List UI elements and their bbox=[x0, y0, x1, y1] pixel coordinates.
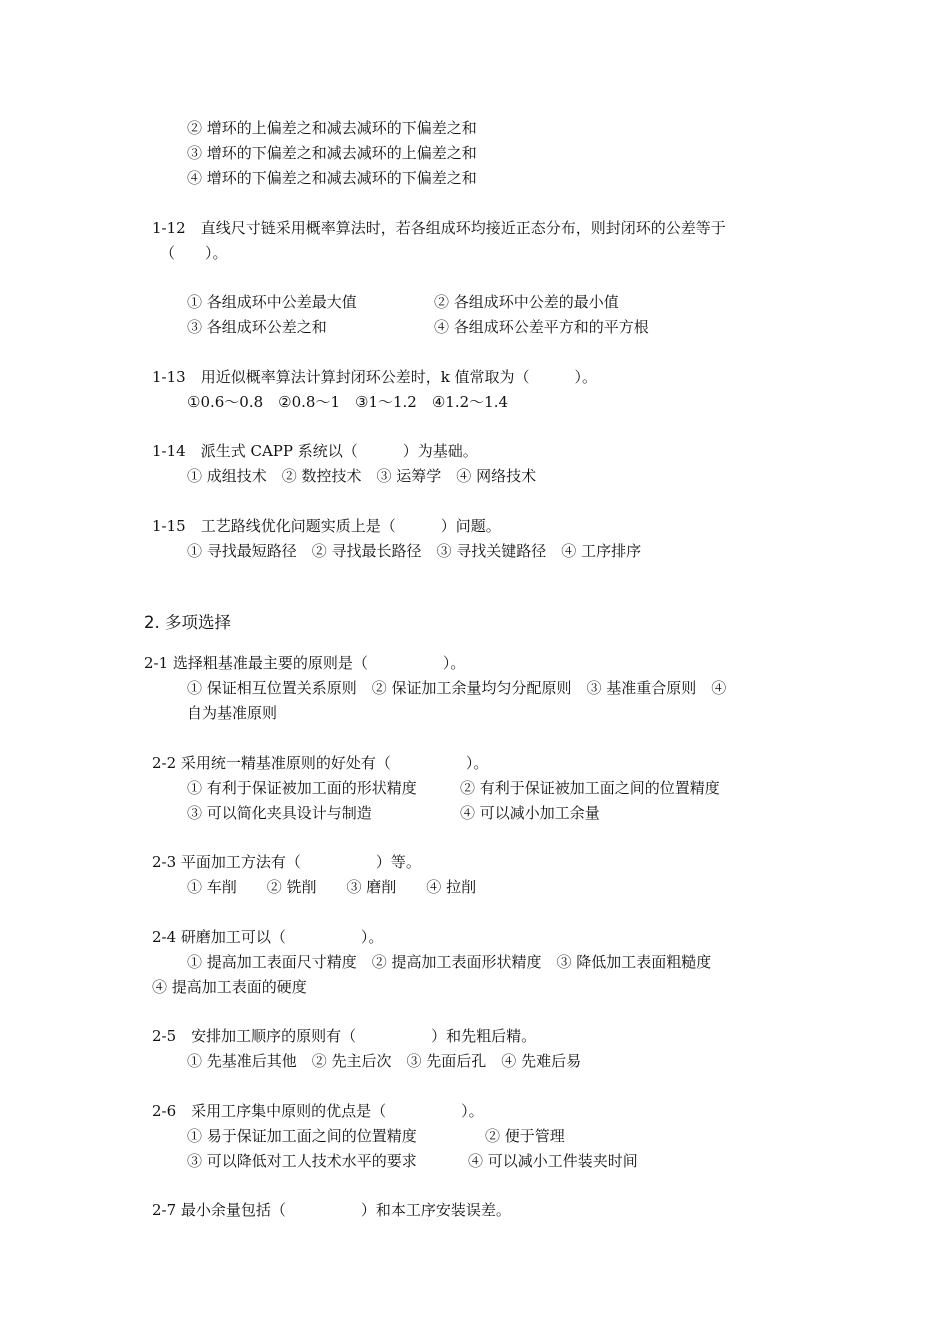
option-line: ② 各组成环中公差的最小值 bbox=[434, 293, 619, 311]
option-line: ① 提高加工表面尺寸精度 ② 提高加工表面形状精度 ③ 降低加工表面粗糙度 bbox=[187, 953, 712, 971]
option-line: ① 易于保证加工面之间的位置精度 bbox=[187, 1127, 417, 1145]
option-line: ① 各组成环中公差最大值 bbox=[187, 293, 357, 311]
question-2-6: 2-6 采用工序集中原则的优点是（ ）。 bbox=[152, 1102, 484, 1120]
question-1-15: 1-15 工艺路线优化问题实质上是（ ）问题。 bbox=[152, 517, 501, 535]
option-line: ④ 增环的下偏差之和减去减环的下偏差之和 bbox=[187, 169, 477, 187]
option-line: ③ 各组成环公差之和 bbox=[187, 318, 327, 336]
option-line: ③ 可以简化夹具设计与制造 bbox=[187, 804, 372, 822]
option-line: ① 寻找最短路径 ② 寻找最长路径 ③ 寻找关键路径 ④ 工序排序 bbox=[187, 542, 642, 560]
option-line: ① 成组技术 ② 数控技术 ③ 运筹学 ④ 网络技术 bbox=[187, 467, 537, 485]
question-1-12: 1-12 直线尺寸链采用概率算法时，若各组成环均接近正态分布，则封闭环的公差等于 bbox=[152, 219, 726, 237]
section-heading: 2. 多项选择 bbox=[144, 613, 231, 632]
option-line: ① 先基准后其他 ② 先主后次 ③ 先面后孔 ④ 先难后易 bbox=[187, 1052, 582, 1070]
option-line: ④ 可以减小工件装夹时间 bbox=[468, 1152, 638, 1170]
question-1-14: 1-14 派生式 CAPP 系统以（ ）为基础。 bbox=[152, 442, 478, 460]
option-line: ② 有利于保证被加工面之间的位置精度 bbox=[460, 779, 720, 797]
option-line: ③ 增环的下偏差之和减去减环的上偏差之和 bbox=[187, 144, 477, 162]
question-2-4: 2-4 研磨加工可以（ ）。 bbox=[152, 928, 384, 946]
option-line: ④ 提高加工表面的硬度 bbox=[152, 978, 307, 996]
option-line: ① 车削 ② 铣削 ③ 磨削 ④ 拉削 bbox=[187, 878, 477, 896]
option-line: ①0.6～0.8 ②0.8～1 ③1～1.2 ④1.2～1.4 bbox=[187, 393, 509, 411]
option-line: ③ 可以降低对工人技术水平的要求 bbox=[187, 1152, 417, 1170]
option-line: ② 便于管理 bbox=[485, 1127, 565, 1145]
option-line: ① 保证相互位置关系原则 ② 保证加工余量均匀分配原则 ③ 基准重合原则 ④ bbox=[187, 679, 727, 697]
option-line: ① 有利于保证被加工面的形状精度 bbox=[187, 779, 417, 797]
question-2-5: 2-5 安排加工顺序的原则有（ ）和先粗后精。 bbox=[152, 1027, 537, 1045]
question-2-2: 2-2 采用统一精基准原则的好处有（ ）。 bbox=[152, 754, 489, 772]
option-line: ④ 各组成环公差平方和的平方根 bbox=[434, 318, 649, 336]
option-line: 自为基准原则 bbox=[187, 704, 278, 722]
question-1-12-cont: （ ）。 bbox=[160, 244, 228, 262]
question-2-1: 2-1 选择粗基准最主要的原则是（ ）。 bbox=[144, 654, 466, 672]
question-2-7: 2-7 最小余量包括（ ）和本工序安装误差。 bbox=[152, 1201, 511, 1219]
question-1-13: 1-13 用近似概率算法计算封闭环公差时，k 值常取为（ ）。 bbox=[152, 368, 598, 386]
option-line: ② 增环的上偏差之和减去减环的下偏差之和 bbox=[187, 119, 477, 137]
question-2-3: 2-3 平面加工方法有（ ）等。 bbox=[152, 853, 421, 871]
option-line: ④ 可以减小加工余量 bbox=[460, 804, 600, 822]
